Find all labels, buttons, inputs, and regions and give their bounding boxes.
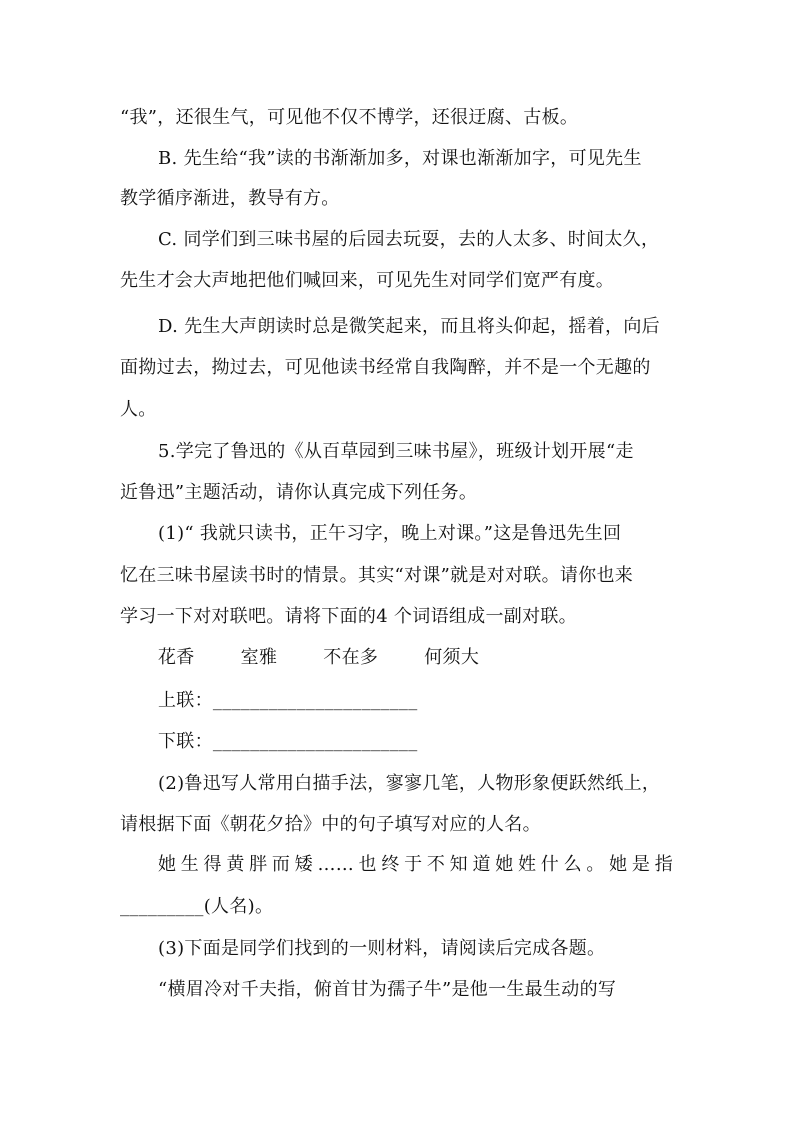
couplet-word-list [158, 646, 519, 670]
text-line-option-c-1: C. 同学们到三味书屋的后园去玩耍，去的人太多、时间太久， [158, 229, 660, 250]
text-line-option-d-1: D. 先生大声朗读时总是微笑起来，而且将头仰起，摇着，向后 [158, 316, 660, 337]
text-line-option-b-1: B. 先生给“我”读的书渐渐加多，对课也渐渐加字，可见先生 [158, 148, 642, 169]
text-line-part-1-2: 忆在三味书屋读书时的情景。其实“对课”就是对对联。请你也来 [120, 565, 634, 586]
text-line-option-c-2: 先生才会大声地把他们喊回来，可见先生对同学们宽严有度。 [120, 270, 615, 291]
couplet-word: 不在多 [323, 647, 379, 668]
text-line-part-1-3: 学习一下对对联吧。请将下面的4 个词语组成一副对联。 [120, 606, 577, 627]
text-line-part-2-2: 请根据下面《朝花夕拾》中的句子填写对应的人名。 [120, 814, 541, 835]
text-line-question-5-1: 5.学完了鲁迅的《从百草园到三味书屋》，班级计划开展“走 [158, 441, 634, 462]
upper-couplet-blank: 上联：______________________ [158, 690, 418, 711]
text-line-option-a-end: “我”，还很生气，可见他不仅不博学，还很迂腐、古板。 [120, 107, 579, 128]
text-line-part-3-1: (3)下面是同学们找到的一则材料，请阅读后完成各题。 [158, 938, 606, 959]
text-line-part-2-3: 她生得黄胖而矮……也终于不知道她姓什么。她是指 [158, 854, 673, 875]
text-line-option-d-2: 面拗过去，拗过去，可见他读书经常自我陶醉，并不是一个无趣的 [120, 357, 651, 378]
couplet-word: 室雅 [240, 647, 278, 668]
text-line-option-d-3: 人。 [120, 399, 157, 420]
couplet-word: 花香 [158, 647, 195, 668]
text-line-part-1-1: (1)“ 我就只读书，正午习字，晚上对课。”这是鲁迅先生回 [158, 523, 622, 544]
couplet-word: 何须大 [424, 647, 480, 668]
name-answer-blank: _________(人名)。 [120, 896, 274, 917]
lower-couplet-blank: 下联：______________________ [158, 731, 418, 752]
text-line-part-3-2: “横眉冷对千夫指，俯首甘为孺子牛”是他一生最生动的写 [158, 979, 617, 1000]
text-line-option-b-2: 教学循序渐进，教导有方。 [120, 188, 340, 209]
text-line-part-2-1: (2)鲁迅写人常用白描手法，寥寥几笔，人物形象便跃然纸上， [158, 773, 661, 794]
text-line-question-5-2: 近鲁迅”主题活动，请你认真完成下列任务。 [120, 482, 478, 503]
